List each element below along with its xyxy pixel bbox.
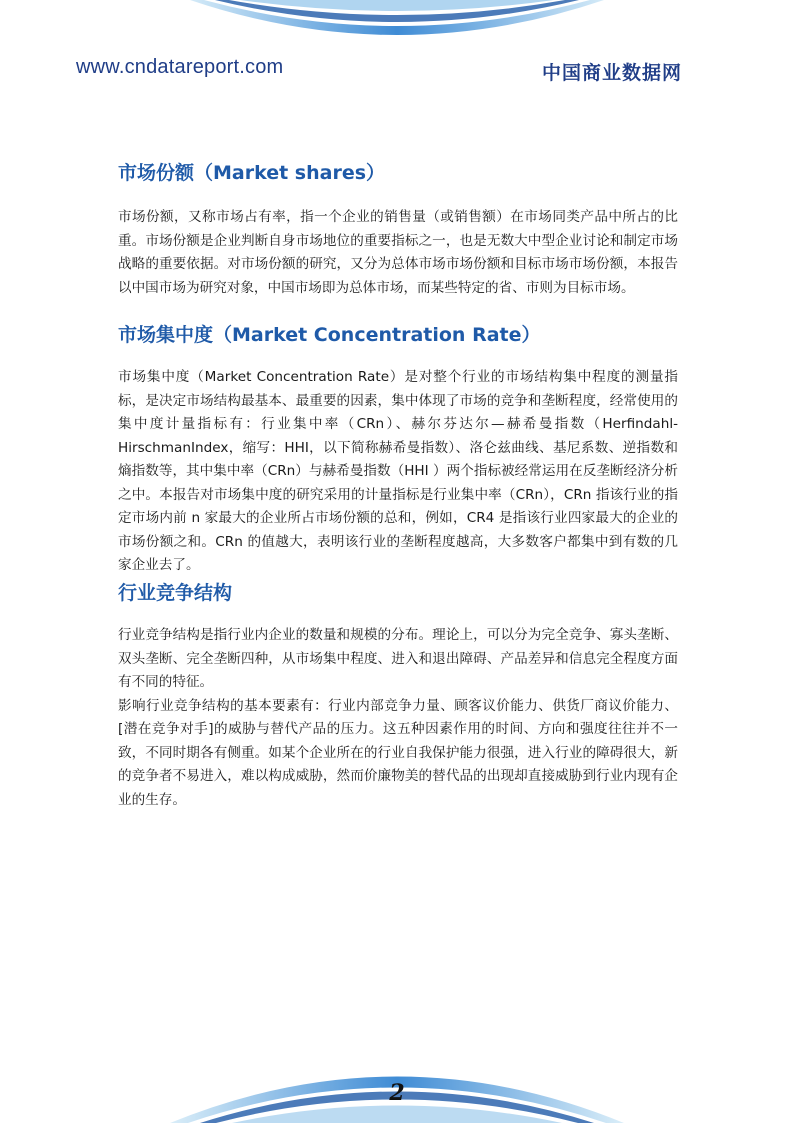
site-brand: 中国商业数据网: [541, 62, 682, 84]
page-number: 2: [389, 1080, 405, 1106]
section-title: 市场份额（Market shares）: [118, 162, 386, 184]
section-competition-structure: [118, 580, 678, 812]
section-market-concentration: [118, 322, 678, 578]
section-title: 行业竞争结构: [118, 582, 233, 604]
section-market-shares: [118, 160, 678, 300]
section-paragraph: 行业竞争结构是指行业内企业的数量和规模的分布。理论上，可以分为完全竞争、寡头垄断、双头垄断、完全垄断四种，从市场集中程度、进入和退出障碍、产品差异和信息完全程度方面有不同的特征。: [118, 627, 678, 690]
section-paragraph: 市场集中度（Market Concentration Rate）是对整个行业的市场结构集中程度的测量指标，是决定市场结构最基本、最重要的因素，集中体现了市场的竞争和垄断程度，经常使用的集中度计量指标有：行业集中率（CRn）、赫尔芬达尔—赫希曼指数（Herfindahl-HirschmanIndex，缩写：HHI，以下简称赫希曼指数）、洛仑兹曲线、基尼系数、逆指数和熵指数等，其中集中率（CRn）与赫希曼指数（HHI ）两个指标被经常运用在反垄断经济分析之中。本报告对市场集中度的研究采用的计量指标是行业集中率（CRn），CRn 指该行业的指定市场内前 n 家最大的企业所占市场份额的总和，例如，CR4 是指该行业四家最大的企业的市场份额之和。CRn 的值越大，表明该行业的垄断程度越高，大多数客户都集中到有数的几家企业去了。: [118, 369, 678, 573]
section-paragraph: 影响行业竞争结构的基本要素有：行业内部竞争力量、顾客议价能力、供货厂商议价能力、[潜在竞争对手]的威胁与替代产品的压力。这五种因素作用的时间、方向和强度往往并不一致，不同时期各有侧重。如某个企业所在的行业自我保护能力很强，进入行业的障碍很大，新的竞争者不易进入，难以构成威胁，然而价廉物美的替代品的出现却直接威胁到行业内现有企业的生存。: [118, 697, 678, 808]
section-paragraph: 市场份额，又称市场占有率，指一个企业的销售量（或销售额）在市场同类产品中所占的比重。市场份额是企业判断自身市场地位的重要指标之一，也是无数大中型企业讨论和制定市场战略的重要依据。对市场份额的研究，又分为总体市场市场份额和目标市场市场份额，本报告以中国市场为研究对象，中国市场即为总体市场，而某些特定的省、市则为目标市场。: [118, 209, 678, 296]
header-decoration: [0, 0, 794, 50]
site-url[interactable]: www.cndatareport.com: [76, 56, 284, 78]
footer-decoration: [0, 1030, 794, 1123]
section-title: 市场集中度（Market Concentration Rate）: [118, 324, 541, 346]
